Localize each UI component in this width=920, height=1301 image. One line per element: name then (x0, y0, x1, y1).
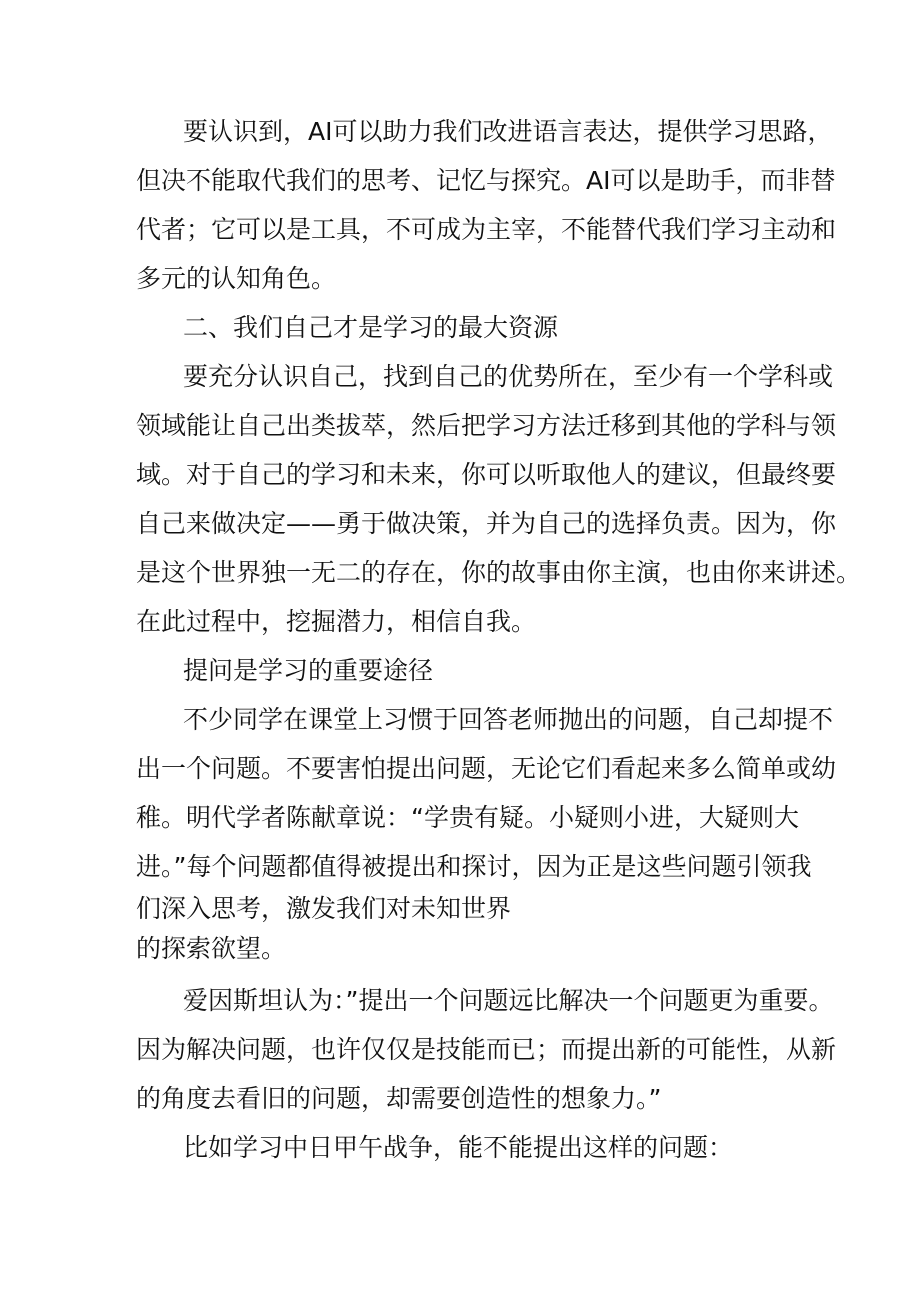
paragraph-line: 要认识到，AI可以助力我们改进语言表达，提供学习思路， (183, 117, 833, 146)
paragraph-line: 多元的认知角色。 (136, 264, 337, 293)
section-heading: 二、我们自己才是学习的最大资源 (183, 313, 559, 342)
paragraph-line: 领域能让自己出类拔萃，然后把学习方法迁移到其他的学科与领 (136, 411, 837, 440)
paragraph-line: 自己来做决定——勇于做决策，并为自己的选择负责。因为，你 (136, 509, 837, 538)
paragraph-line: 但决不能取代我们的思考、记忆与探究。AI可以是助手，而非替 (136, 166, 836, 195)
paragraph-line: 们深入思考，激发我们对未知世界 (136, 894, 512, 923)
paragraph-line: 因为解决问题，也许仅仅是技能而已；而提出新的可能性，从新 (136, 1035, 837, 1064)
paragraph-line: 域。对于自己的学习和未来，你可以听取他人的建议，但最终要 (136, 460, 837, 489)
paragraph-line: 的角度去看旧的问题，却需要创造性的想象力。” (136, 1084, 662, 1113)
paragraph-line: 要充分认识自己，找到自己的优势所在，至少有一个学科或 (183, 362, 834, 391)
paragraph-line: 比如学习中日甲午战争，能不能提出这样的问题： (183, 1133, 734, 1162)
subsection-heading: 提问是学习的重要途径 (183, 656, 434, 685)
paragraph-line: 的探索欲望。 (136, 934, 287, 963)
paragraph-line: 进。”每个问题都值得被提出和探讨，因为正是这些问题引领我 (136, 852, 812, 881)
paragraph-line: 是这个世界独一无二的存在，你的故事由你主演，也由你来讲述。 (136, 558, 862, 587)
paragraph-line: 代者；它可以是工具，不可成为主宰，不能替代我们学习主动和 (136, 215, 837, 244)
paragraph-line: 不少同学在课堂上习惯于回答老师抛出的问题，自己却提不 (183, 705, 834, 734)
paragraph-line: 稚。明代学者陈献章说：“学贵有疑。小疑则小进，大疑则大 (136, 803, 799, 832)
paragraph-line: 出一个问题。不要害怕提出问题，无论它们看起来多么简单或幼 (136, 754, 837, 783)
paragraph-line: 在此过程中，挖掘潜力，相信自我。 (136, 607, 537, 636)
paragraph-line: 爱因斯坦认为：”提出一个问题远比解决一个问题更为重要。 (183, 986, 834, 1015)
